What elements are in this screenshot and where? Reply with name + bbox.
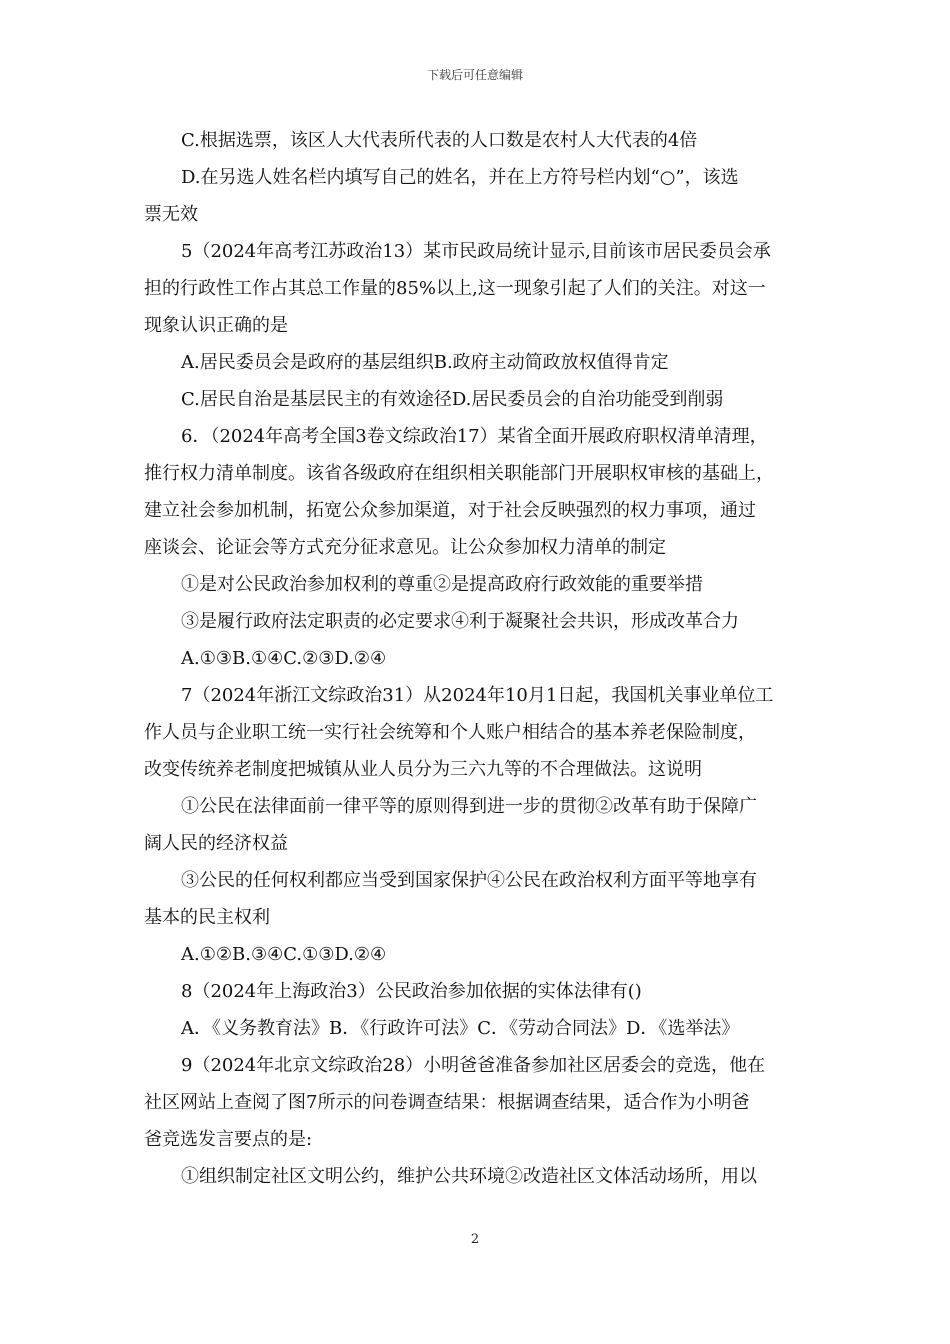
page-header-note: 下载后可任意编辑: [426, 68, 523, 82]
text-line: C.根据选票，该区人大代表所代表的人口数是农村人大代表的4倍: [181, 130, 698, 151]
text-line: 7（2024年浙江文综政治31）从2024年10月1日起，我国机关事业单位工: [181, 685, 774, 706]
text-line: 现象认识正确的是: [144, 315, 288, 336]
text-line: 改变传统养老制度把城镇从业人员分为三六九等的不合理做法。这说明: [144, 759, 702, 780]
text-line: A.①③B.①④C.②③D.②④: [181, 648, 387, 669]
text-line: 推行权力清单制度。该省各级政府在组织相关职能部门开展职权审核的基础上，: [144, 463, 774, 484]
text-line: ①公民在法律面前一律平等的原则得到进一步的贯彻②改革有助于保障广: [181, 796, 757, 817]
text-line: ①组织制定社区文明公约，维护公共环境②改造社区文体活动场所，用以: [181, 1166, 757, 1187]
text-line: 社区网站上查阅了图7所示的问卷调查结果：根据调查结果，适合作为小明爸: [144, 1092, 750, 1113]
text-line: C.居民自治是基层民主的有效途径D.居民委员会的自治功能受到削弱: [181, 389, 724, 410]
text-line: 建立社会参加机制，拓宽公众参加渠道，对于社会反映强烈的权力事项，通过: [144, 500, 756, 521]
text-line: 票无效: [144, 204, 198, 225]
text-line: ③公民的任何权利都应当受到国家保护④公民在政治权利方面平等地享有: [181, 870, 757, 891]
page-number: 2: [470, 1232, 480, 1247]
text-line: ①是对公民政治参加权利的尊重②是提高政府行政效能的重要举措: [181, 574, 703, 595]
text-line: 6．（2024年高考全国3卷文综政治17）某省全面开展政府职权清单清理，: [181, 426, 768, 447]
text-line: A.①②B.③④C.①③D.②④: [181, 944, 387, 965]
text-line: 基本的民主权利: [144, 907, 270, 928]
text-line: 5（2024年高考江苏政治13）某市民政局统计显示,目前该市居民委员会承: [181, 241, 771, 262]
text-line: 座谈会、论证会等方式充分征求意见。让公众参加权力清单的制定: [144, 537, 666, 558]
text-line: 作人员与企业职工统一实行社会统筹和个人账户相结合的基本养老保险制度，: [144, 722, 756, 743]
document-body: [144, 122, 808, 1195]
text-line: 阔人民的经济权益: [144, 833, 288, 854]
text-line: ③是履行政府法定职责的必定要求④利于凝聚社会共识，形成改革合力: [181, 611, 739, 632]
text-line: A.居民委员会是政府的基层组织B.政府主动简政放权值得肯定: [181, 352, 669, 373]
text-line: 爸竞选发言要点的是:: [144, 1129, 313, 1150]
text-line: D.在另选人姓名栏内填写自己的姓名，并在上方符号栏内划“○”，该选: [181, 167, 739, 188]
text-line: 8（2024年上海政治3）公民政治参加依据的实体法律有(): [181, 981, 642, 1002]
text-line: A．《义务教育法》B．《行政许可法》C．《劳动合同法》D．《选举法》: [181, 1018, 740, 1039]
text-line: 9（2024年北京文综政治28）小明爸爸准备参加社区居委会的竞选，他在: [181, 1055, 766, 1076]
text-line: 担的行政性工作占其总工作量的85%以上,这一现象引起了人们的关注。对这一: [144, 278, 766, 299]
